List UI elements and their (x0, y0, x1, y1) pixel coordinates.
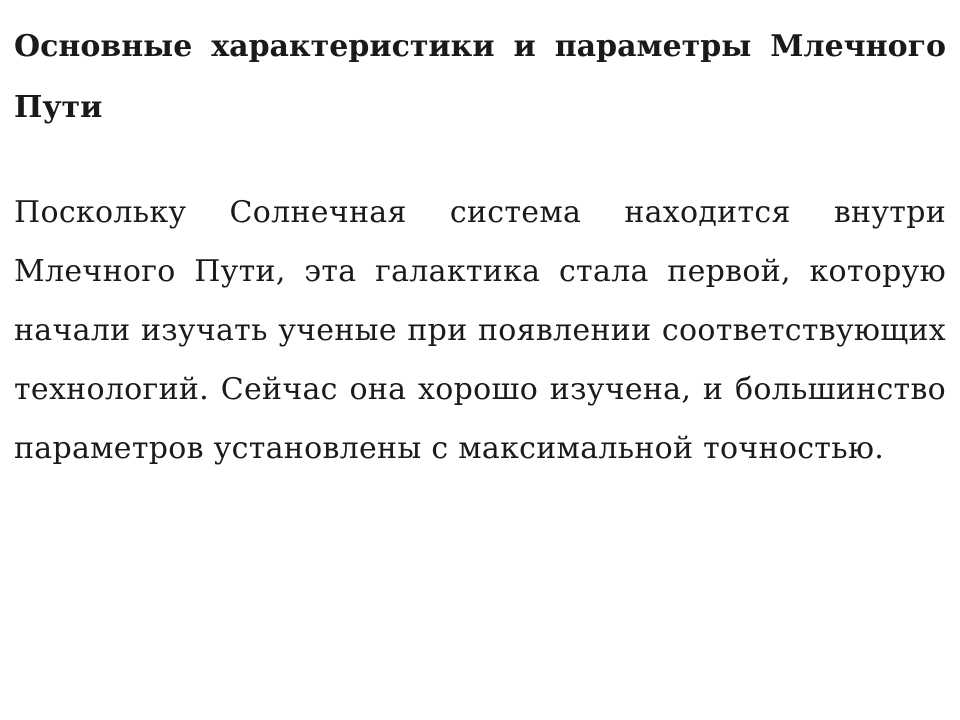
body-paragraph: Поскольку Солнечная система находится внутри Млечного Пути, эта галактика стала первой, которую начали изучать ученые при появлении соответствующих технологий. Сейчас она хорошо изучена, и большинство параметров установлены с максимальной точностью. (14, 195, 946, 466)
slide-heading: Основные характеристики и параметры Млечного Пути (14, 29, 946, 125)
slide-content (14, 0, 946, 478)
